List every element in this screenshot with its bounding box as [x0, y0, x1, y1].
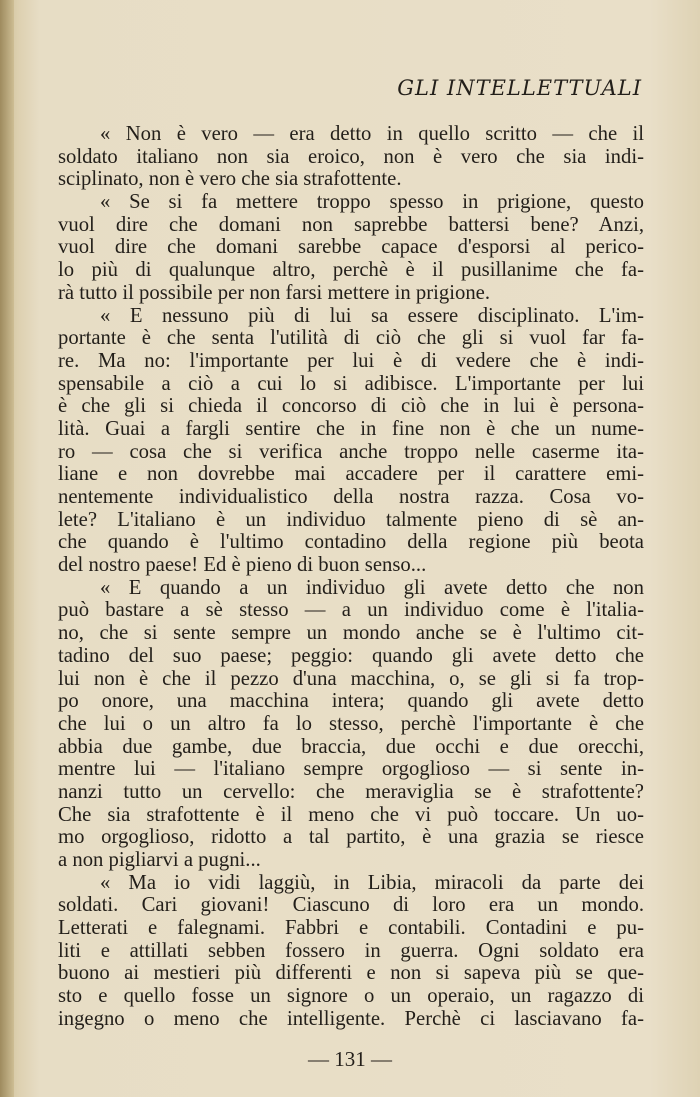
- text-line: po onore, una macchina intera; quando gli avete detto: [58, 690, 644, 713]
- text-line: è che gli si chieda il concorso di ciò che in lui è persona-: [58, 395, 644, 418]
- text-line: Che sia strafottente è il meno che vi può toccare. Un uo-: [58, 803, 644, 826]
- text-line: abbia due gambe, due braccia, due occhi e due orecchi,: [58, 735, 644, 758]
- page-gutter-shadow: [0, 0, 14, 1097]
- text-line: del nostro paese! Ed è pieno di buon senso...: [58, 554, 427, 577]
- text-line: che lui o un altro fa lo stesso, perchè l'importante è che: [58, 712, 644, 735]
- running-header: GLI INTELLETTUALI: [397, 76, 642, 100]
- text-line: « Non è vero — era detto in quello scritto — che il: [100, 123, 644, 145]
- text-line: mentre lui — l'italiano sempre orgoglioso — si sente in-: [58, 758, 644, 781]
- text-line: a non pigliarvi a pugni...: [58, 849, 261, 871]
- text-line: tadino del suo paese; peggio: quando gli avete detto che: [58, 644, 644, 667]
- text-line: lui non è che il pezzo d'una macchina, o, se gli si fa trop-: [58, 667, 644, 690]
- text-line: buono ai mestieri più differenti e non si sapeva più se que-: [58, 962, 644, 985]
- text-line: nentemente individualistico della nostra razza. Cosa vo-: [58, 486, 644, 508]
- text-line: lità. Guai a fargli sentire che in fine non è che un nume-: [58, 417, 644, 440]
- text-line: vuol dire che domani non saprebbe battersi bene? Anzi,: [58, 213, 644, 236]
- text-line: soldato italiano non sia eroico, non è vero che sia indi-: [58, 145, 644, 168]
- text-line: « Ma io vidi laggiù, in Libia, miracoli da parte dei: [100, 871, 644, 894]
- text-line: mo orgoglioso, ridotto a tal partito, è una grazia se riesce: [58, 826, 644, 849]
- page-number: — 131 —: [308, 1047, 392, 1071]
- text-line: spensabile a ciò a cui lo si adibisce. L'importante per lui: [58, 372, 644, 395]
- text-line: soldati. Cari giovani! Ciascuno di loro era un mondo.: [58, 894, 644, 917]
- text-line: lo più di qualunque altro, perchè è il pusillanime che fa-: [58, 259, 644, 282]
- text-line: re. Ma no: l'importante per lui è di vedere che è indi-: [58, 349, 644, 372]
- text-line: ro — cosa che si verifica anche troppo nelle caserme ita-: [58, 440, 644, 463]
- text-line: vuol dire che domani sarebbe capace d'esporsi al perico-: [58, 236, 644, 259]
- text-line: portante è che senta l'utilità di ciò che gli si vuol far fa-: [58, 327, 644, 350]
- text-line: Letterati e falegnami. Fabbri e contabili. Contadini e pu-: [58, 917, 644, 940]
- text-line: ingegno o meno che intelligente. Perchè ci lasciavano fa-: [58, 1007, 644, 1030]
- body-text: [58, 123, 644, 1031]
- text-line: liti e attillati sebben fossero in guerra. Ogni soldato era: [58, 939, 644, 962]
- text-line: sto e quello fosse un signore o un operaio, un ragazzo di: [58, 985, 644, 1008]
- text-line: rà tutto il possibile per non farsi mettere in prigione.: [58, 281, 491, 304]
- text-line: che quando è l'ultimo contadino della regione più beota: [58, 531, 644, 554]
- text-line: « Se si fa mettere troppo spesso in prigione, questo: [100, 191, 644, 214]
- text-line: « E nessuno più di lui sa essere disciplinato. L'im-: [100, 304, 644, 327]
- text-line: sciplinato, non è vero che sia strafottente.: [58, 168, 402, 191]
- text-line: no, che si sente sempre un mondo anche se è l'ultimo cit-: [58, 622, 644, 645]
- text-line: lete? L'italiano è un individuo talmente pieno di sè an-: [58, 508, 644, 531]
- text-line: può bastare a sè stesso — a un individuo come è l'italia-: [58, 599, 644, 622]
- text-line: nanzi tutto un cervello: che meraviglia se è strafottente?: [58, 780, 644, 803]
- text-line: liane e non dovrebbe mai accadere per il carattere emi-: [58, 463, 644, 486]
- text-line: « E quando a un individuo gli avete detto che non: [100, 576, 644, 599]
